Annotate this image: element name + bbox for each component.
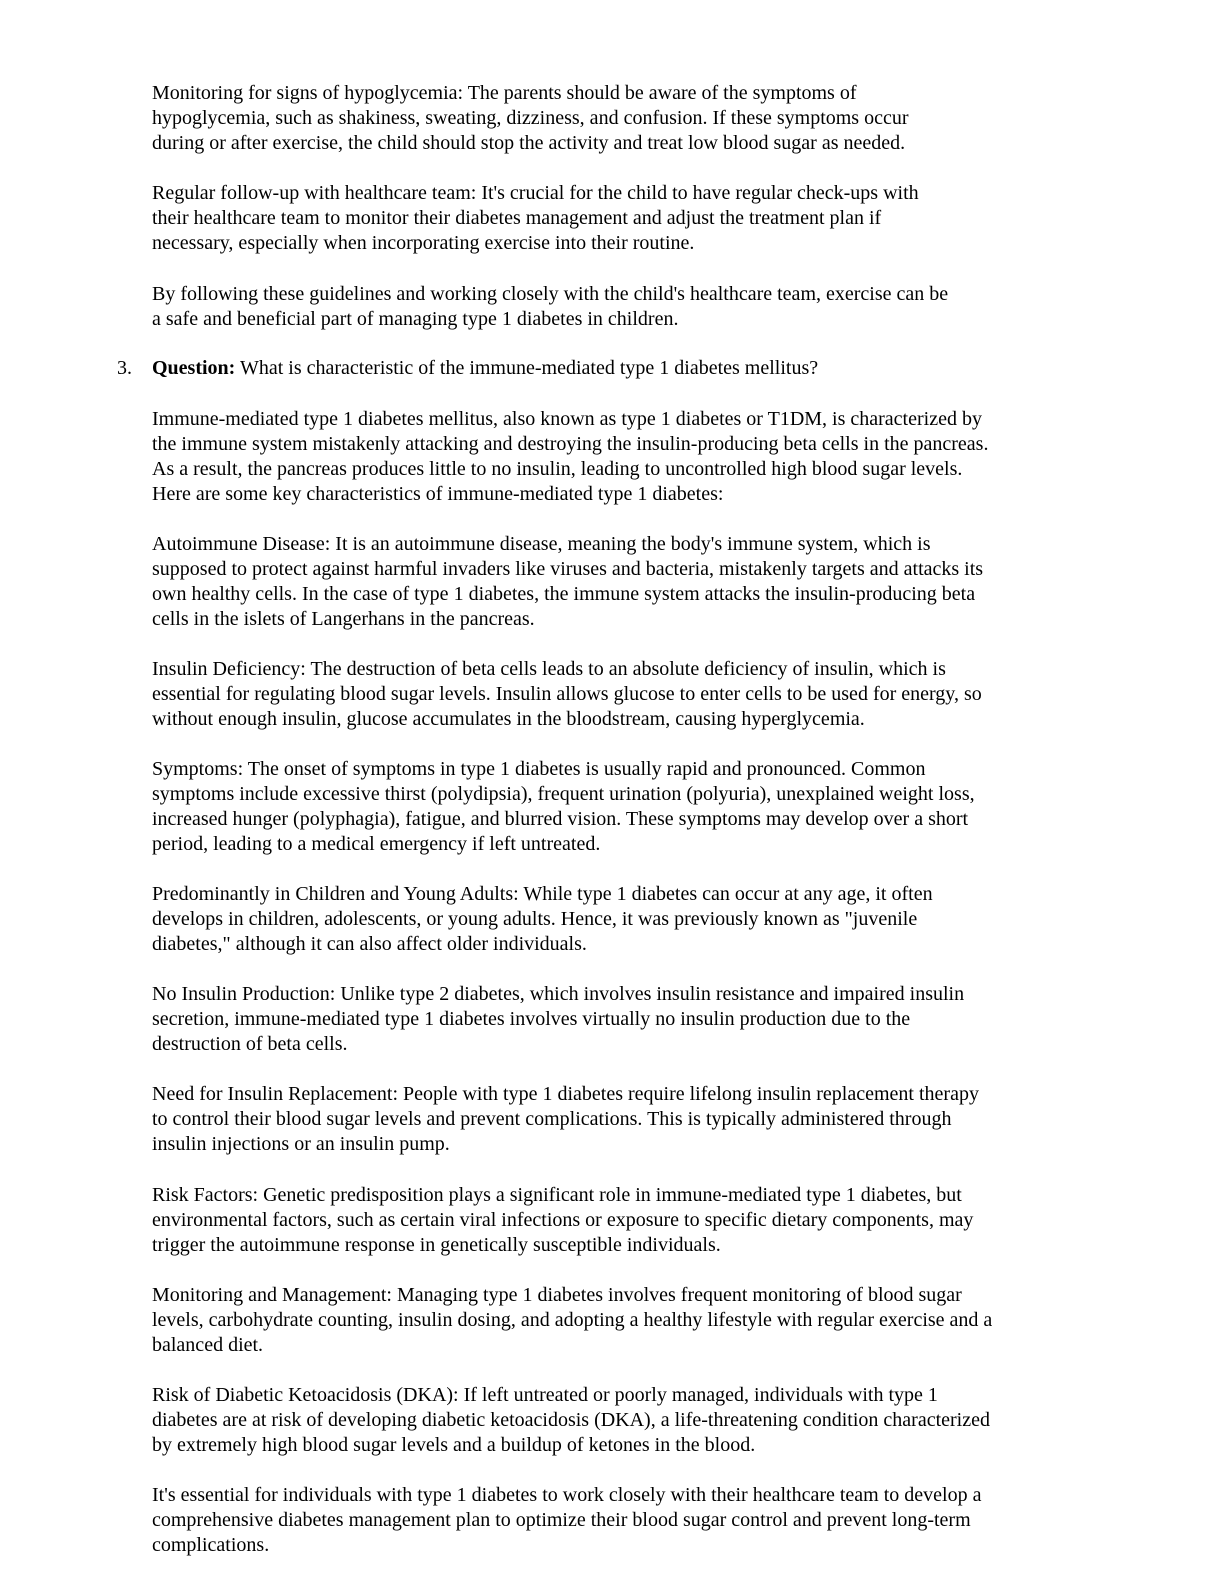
text-line: By following these guidelines and working closely with the child's healthcare team, exercise can be [152, 283, 949, 305]
paragraph-intro [152, 407, 1082, 507]
text-line: Here are some key characteristics of immune-mediated type 1 diabetes: [152, 483, 724, 505]
text-line: period, leading to a medical emergency if left untreated. [152, 833, 601, 855]
text-line: diabetes," although it can also affect older individuals. [152, 933, 587, 955]
text-line: essential for regulating blood sugar levels. Insulin allows glucose to enter cells to be used for energy, so [152, 683, 982, 705]
text-line: a safe and beneficial part of managing type 1 diabetes in children. [152, 308, 679, 330]
text-line: to control their blood sugar levels and prevent complications. This is typically administered through [152, 1108, 952, 1130]
paragraph-dka [152, 1383, 1082, 1458]
text-line: levels, carbohydrate counting, insulin dosing, and adopting a healthy lifestyle with regular exercise and a [152, 1309, 993, 1331]
paragraph-conclusion [152, 1483, 1082, 1558]
text-line: insulin injections or an insulin pump. [152, 1133, 450, 1155]
text-line: increased hunger (polyphagia), fatigue, and blurred vision. These symptoms may develop over a short [152, 808, 969, 830]
text-line: Immune-mediated type 1 diabetes mellitus, also known as type 1 diabetes or T1DM, is characterized by [152, 408, 982, 430]
text-line: environmental factors, such as certain viral infections or exposure to specific dietary components, may [152, 1209, 974, 1231]
text-line: without enough insulin, glucose accumulates in the bloodstream, causing hyperglycemia. [152, 708, 865, 730]
text-line: Risk Factors: Genetic predisposition plays a significant role in immune-mediated type 1 diabetes, but [152, 1184, 962, 1206]
text-line: secretion, immune-mediated type 1 diabetes involves virtually no insulin production due to the [152, 1008, 911, 1030]
text-line: their healthcare team to monitor their diabetes management and adjust the treatment plan if [152, 207, 882, 229]
text-line: Predominantly in Children and Young Adults: While type 1 diabetes can occur at any age, it often [152, 883, 933, 905]
text-line: Risk of Diabetic Ketoacidosis (DKA): If left untreated or poorly managed, individuals with type 1 [152, 1384, 938, 1406]
text-line: As a result, the pancreas produces little to no insulin, leading to uncontrolled high blood sugar levels. [152, 458, 963, 480]
text-line: destruction of beta cells. [152, 1033, 348, 1055]
paragraph-autoimmune [152, 532, 1082, 632]
paragraph-followup [152, 181, 1082, 256]
text-line: symptoms include excessive thirst (polydipsia), frequent urination (polyuria), unexplained weight loss, [152, 783, 975, 805]
text-line: Autoimmune Disease: It is an autoimmune disease, meaning the body's immune system, which is [152, 533, 931, 555]
text-line: own healthy cells. In the case of type 1 diabetes, the immune system attacks the insulin-producing beta [152, 583, 976, 605]
text-line: Monitoring for signs of hypoglycemia: The parents should be aware of the symptoms of [152, 82, 857, 104]
text-line: complications. [152, 1534, 270, 1556]
question-number: 3. [117, 357, 132, 379]
text-line: comprehensive diabetes management plan to optimize their blood sugar control and prevent long-term [152, 1509, 971, 1531]
text-line: hypoglycemia, such as shakiness, sweating, dizziness, and confusion. If these symptoms occur [152, 107, 909, 129]
text-line: during or after exercise, the child should stop the activity and treat low blood sugar as needed. [152, 132, 906, 154]
text-line: diabetes are at risk of developing diabetic ketoacidosis (DKA), a life-threatening condition characterized [152, 1409, 990, 1431]
paragraph-symptoms [152, 757, 1082, 857]
paragraph-hypoglycemia [152, 81, 1082, 156]
question-label: Question: [152, 357, 236, 379]
text-line: Regular follow-up with healthcare team: It's crucial for the child to have regular check-ups with [152, 182, 919, 204]
text-line: Symptoms: The onset of symptoms in type 1 diabetes is usually rapid and pronounced. Common [152, 758, 926, 780]
question-line [152, 356, 1082, 381]
text-line: necessary, especially when incorporating exercise into their routine. [152, 232, 695, 254]
paragraph-no-production [152, 982, 1082, 1057]
text-line: No Insulin Production: Unlike type 2 diabetes, which involves insulin resistance and impaired insulin [152, 983, 965, 1005]
text-line: Need for Insulin Replacement: People with type 1 diabetes require lifelong insulin replacement therapy [152, 1083, 979, 1105]
paragraph-replacement [152, 1082, 1082, 1157]
text-line: Monitoring and Management: Managing type 1 diabetes involves frequent monitoring of blood sugar [152, 1284, 962, 1306]
text-line: balanced diet. [152, 1334, 264, 1356]
text-line: supposed to protect against harmful invaders like viruses and bacteria, mistakenly targets and attacks its [152, 558, 984, 580]
text-line: the immune system mistakenly attacking and destroying the insulin-producing beta cells in the pancreas. [152, 433, 989, 455]
text-line: by extremely high blood sugar levels and a buildup of ketones in the blood. [152, 1434, 756, 1456]
paragraph-risk-factors [152, 1183, 1082, 1258]
text-line: It's essential for individuals with type 1 diabetes to work closely with their healthcare team to develop a [152, 1484, 982, 1506]
text-line: Insulin Deficiency: The destruction of beta cells leads to an absolute deficiency of insulin, which is [152, 658, 946, 680]
text-line: cells in the islets of Langerhans in the pancreas. [152, 608, 535, 630]
paragraph-guidelines [152, 282, 1082, 332]
paragraph-deficiency [152, 657, 1082, 732]
text-line: develops in children, adolescents, or young adults. Hence, it was previously known as "juvenile [152, 908, 918, 930]
text-line: trigger the autoimmune response in genetically susceptible individuals. [152, 1234, 721, 1256]
question-text: What is characteristic of the immune-mediated type 1 diabetes mellitus? [235, 357, 819, 379]
paragraph-monitoring [152, 1283, 1082, 1358]
paragraph-children [152, 882, 1082, 957]
